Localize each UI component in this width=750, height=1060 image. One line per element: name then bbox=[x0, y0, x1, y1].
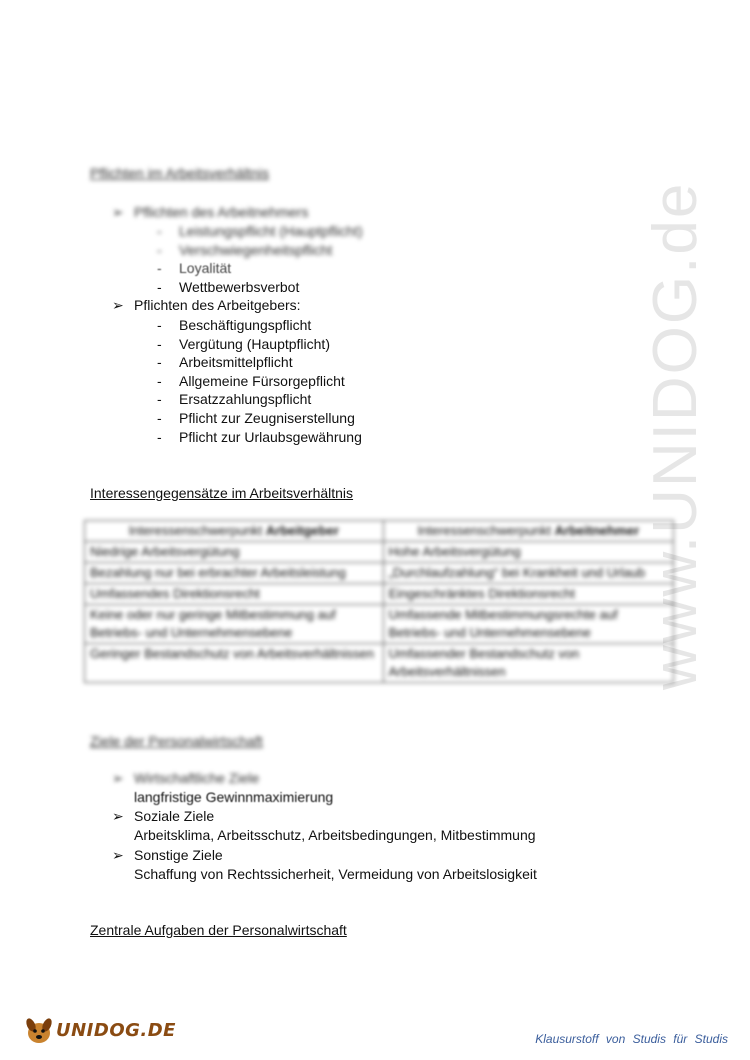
arrow-bullet-icon: ➢ bbox=[112, 847, 124, 863]
table-cell: Umfassender Bestandschutz von Arbeitsverhältnissen bbox=[383, 644, 673, 683]
goal-economic: ➢ Wirtschaftliche Ziele bbox=[112, 770, 260, 786]
arrow-bullet-icon: ➢ bbox=[112, 204, 124, 220]
table-cell: Umfassende Mitbestimmungsrechte auf Betriebs- und Unternehmensebene bbox=[383, 605, 673, 644]
section-title-conflicts: Interessengegensätze im Arbeitsverhältnis bbox=[90, 485, 354, 501]
section-title-tasks: Zentrale Aufgaben der Personalwirtschaft bbox=[90, 922, 347, 938]
logo-text: UNIDOG.DE bbox=[56, 1019, 176, 1041]
table-header-employee: Interessenschwerpunkt Arbeitnehmer bbox=[383, 521, 673, 542]
list-item: - Pflicht zur Zeugniserstellung bbox=[157, 409, 355, 426]
table-cell: Eingeschränktes Direktionsrecht bbox=[383, 584, 673, 605]
table-cell: Hohe Arbeitsvergütung bbox=[383, 542, 673, 563]
list-item: - Loyalität bbox=[157, 260, 232, 277]
goal-social: ➢ Soziale Ziele bbox=[112, 808, 215, 824]
table-row bbox=[85, 584, 674, 605]
goal-economic-detail: langfristige Gewinnmaximierung bbox=[134, 789, 334, 805]
list-item: - Vergütung (Hauptpflicht) bbox=[157, 335, 330, 352]
table-cell: Keine oder nur geringe Mitbestimmung auf Betriebs- und Unternehmensebene bbox=[85, 605, 384, 644]
list-item: - Leistungspflicht (Hauptpflicht) bbox=[157, 223, 363, 239]
employer-duties-heading: ➢ Pflichten des Arbeitgebers: bbox=[112, 297, 301, 313]
section-title-duties: Pflichten im Arbeitsverhältnis bbox=[90, 165, 269, 181]
employer-duties-list bbox=[157, 316, 362, 446]
list-item: - Verschwiegenheitspflicht bbox=[157, 241, 333, 258]
list-item: - Arbeitsmittelpflicht bbox=[157, 354, 293, 371]
goal-other: ➢ Sonstige Ziele bbox=[112, 847, 223, 863]
employee-duties-heading: ➢ Pflichten des Arbeitnehmers bbox=[112, 204, 309, 220]
table-cell: „Durchlaufzahlung“ bei Krankheit und Urlaub bbox=[383, 563, 673, 584]
footer-tagline: Klausurstoff von Studis für Studis bbox=[535, 1032, 728, 1046]
arrow-bullet-icon: ➢ bbox=[112, 770, 124, 786]
list-item: - Ersatzzahlungspflicht bbox=[157, 391, 312, 408]
list-item: - Wettbewerbsverbot bbox=[157, 278, 300, 295]
list-item: - Pflicht zur Urlaubsgewährung bbox=[157, 428, 362, 445]
table-row bbox=[85, 542, 674, 563]
table-header-employer: Interessenschwerpunkt Arbeitgeber bbox=[85, 521, 384, 542]
table-row bbox=[85, 563, 674, 584]
table-row bbox=[85, 605, 674, 644]
table-cell: Geringer Bestandschutz von Arbeitsverhältnissen bbox=[85, 644, 384, 683]
watermark-text: www.UNIDOG.de bbox=[641, 181, 710, 690]
table-cell: Umfassendes Direktionsrecht bbox=[85, 584, 384, 605]
list-item: - Allgemeine Fürsorgepflicht bbox=[157, 372, 345, 389]
table-header-row bbox=[85, 521, 674, 542]
arrow-bullet-icon: ➢ bbox=[112, 808, 124, 824]
table-cell: Niedrige Arbeitsvergütung bbox=[85, 542, 384, 563]
goal-social-detail: Arbeitsklima, Arbeitsschutz, Arbeitsbedingungen, Mitbestimmung bbox=[134, 827, 536, 843]
interests-table bbox=[84, 520, 674, 683]
table-cell: Bezahlung nur bei erbrachter Arbeitsleistung bbox=[85, 563, 384, 584]
goal-other-detail: Schaffung von Rechtssicherheit, Vermeidung von Arbeitslosigkeit bbox=[134, 866, 537, 882]
dog-icon bbox=[22, 1013, 56, 1047]
section-title-goals: Ziele der Personalwirtschaft bbox=[90, 733, 263, 749]
employee-duties-list bbox=[157, 222, 363, 296]
unidog-logo bbox=[22, 1010, 176, 1050]
list-item: - Beschäftigungspflicht bbox=[157, 317, 312, 333]
arrow-bullet-icon: ➢ bbox=[112, 297, 124, 313]
table-row bbox=[85, 644, 674, 683]
